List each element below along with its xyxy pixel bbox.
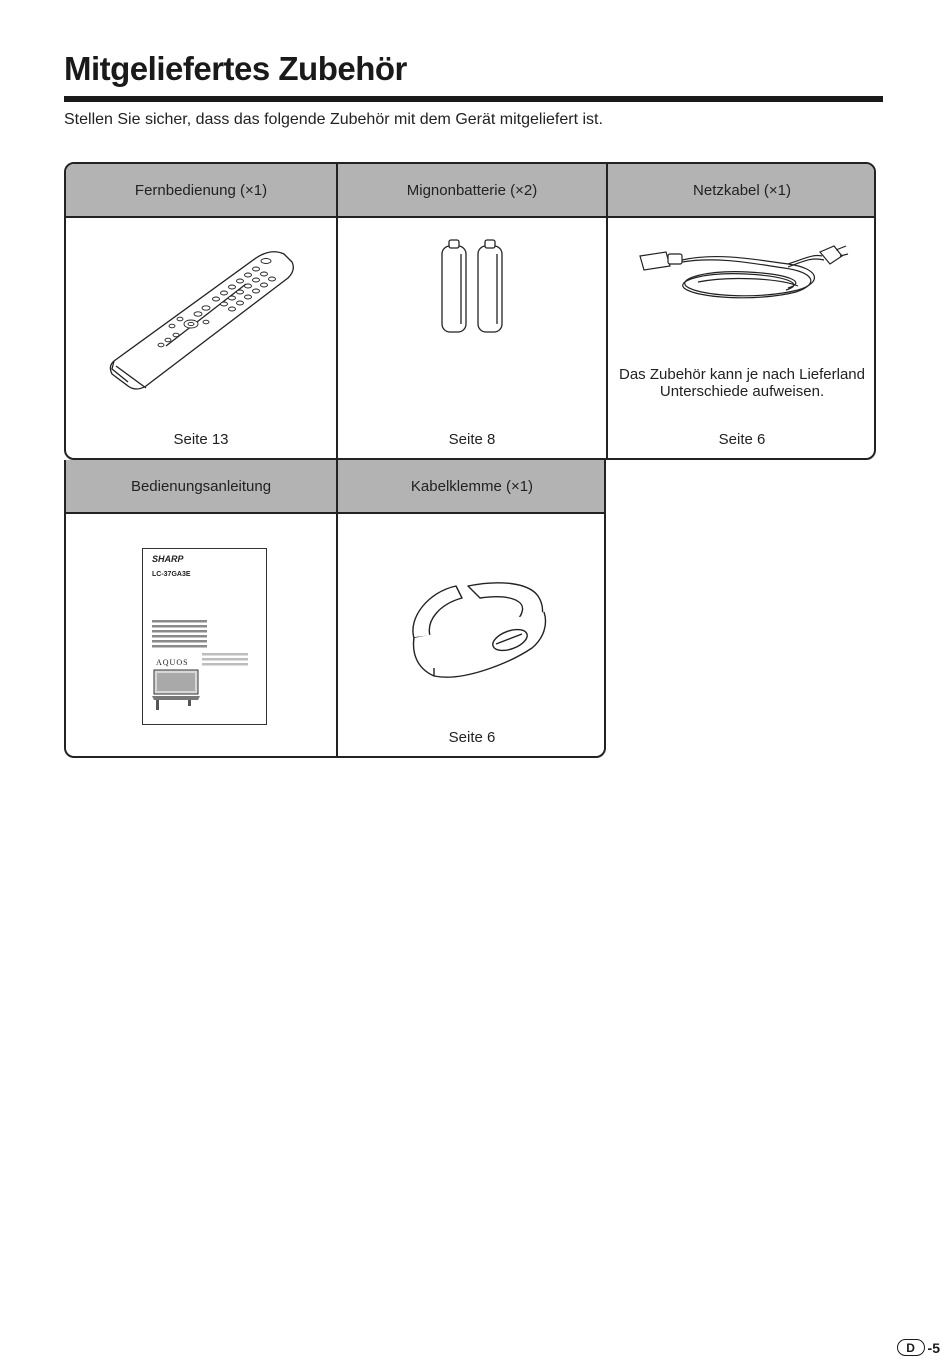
- item-label: Netzkabel (×1): [608, 164, 876, 218]
- battery-picture: [338, 220, 606, 458]
- item-cable-clamp: [336, 460, 606, 756]
- manual-icon: [142, 548, 268, 726]
- page-title: Mitgeliefertes Zubehör: [64, 50, 407, 87]
- page-number: -5: [927, 1339, 940, 1356]
- title-rule: [64, 96, 883, 102]
- page-reference: Seite 6: [448, 729, 496, 746]
- battery-icon: [434, 236, 514, 336]
- item-label: Fernbedienung (×1): [66, 164, 336, 218]
- item-label: Bedienungsanleitung: [66, 460, 336, 514]
- regional-note: Das Zubehör kann je nach Lieferland Unterschiede aufweisen.: [619, 366, 865, 400]
- item-batteries: [336, 164, 606, 458]
- page-reference: Seite 8: [448, 431, 496, 448]
- manual-model: LC-37GA3E: [152, 571, 191, 578]
- item-label: Mignonbatterie (×2): [338, 164, 606, 218]
- remote-picture: [66, 220, 336, 458]
- manual-series: AQUOS: [156, 658, 189, 667]
- intro-text: Stellen Sie sicher, dass das folgende Zubehör mit dem Gerät mitgeliefert ist.: [64, 111, 603, 128]
- accessory-table-bottom: [64, 460, 606, 758]
- item-manual: [66, 460, 336, 756]
- power-cord-icon: [638, 242, 848, 302]
- item-remote-control: [66, 164, 336, 458]
- cable-clamp-picture: [338, 516, 606, 756]
- page-footer: [897, 1339, 940, 1356]
- power-cord-picture: [608, 220, 876, 458]
- item-label: Kabelklemme (×1): [338, 460, 606, 514]
- cable-clamp-icon: [408, 578, 548, 688]
- accessory-table-top: [64, 162, 876, 460]
- manual-brand: SHARP: [152, 554, 184, 564]
- remote-control-icon: [106, 236, 306, 396]
- language-badge: D: [897, 1339, 925, 1356]
- page-reference: Seite 6: [718, 431, 766, 448]
- page-reference: Seite 13: [173, 431, 229, 448]
- item-power-cord: [606, 164, 876, 458]
- manual-picture: [66, 516, 336, 756]
